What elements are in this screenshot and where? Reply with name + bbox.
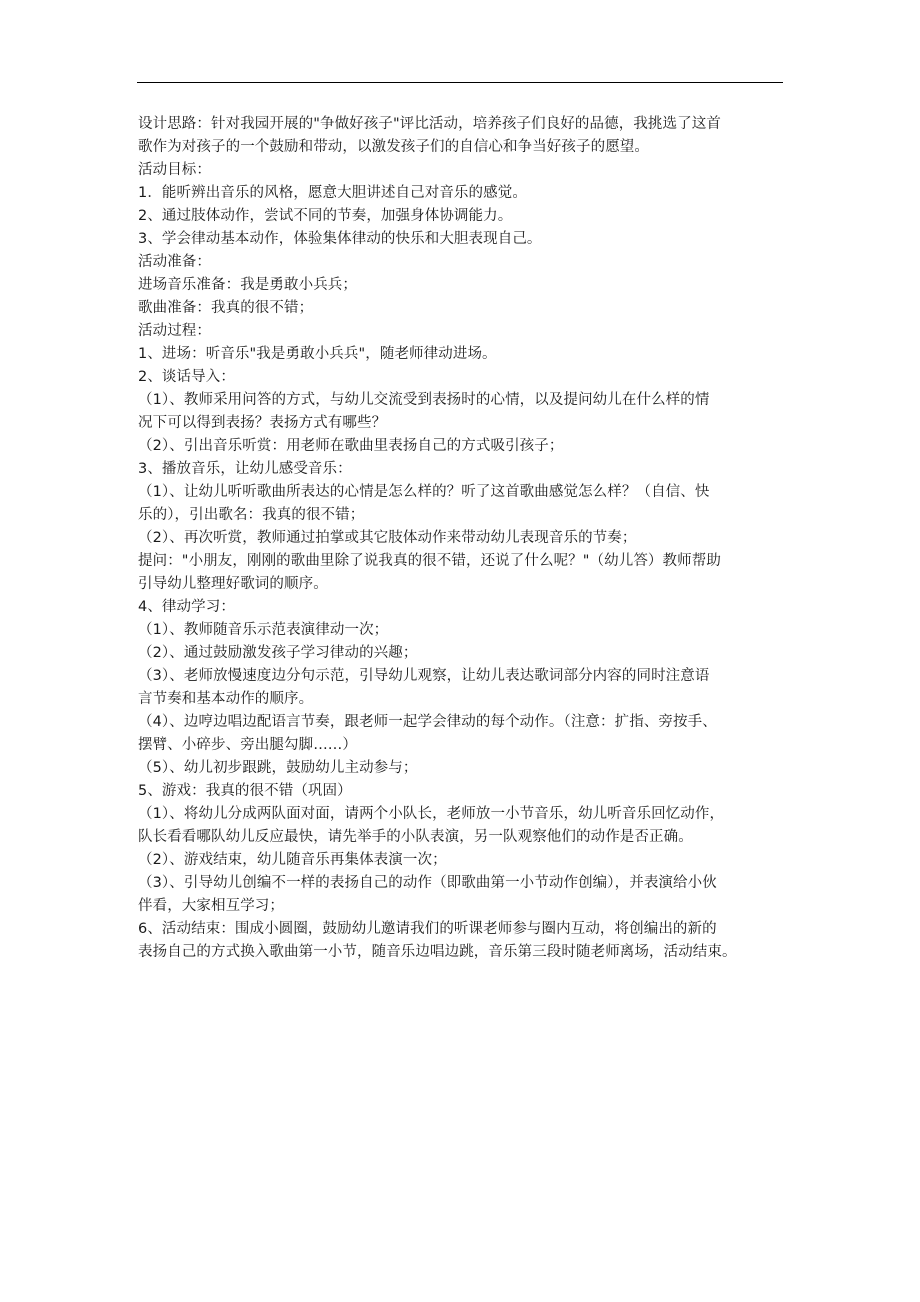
- text-line: 3、学会律动基本动作，体验集体律动的快乐和大胆表现自己。: [138, 231, 542, 247]
- text-line: （2）、游戏结束，幼儿随音乐再集体表演一次；: [138, 852, 447, 868]
- text-line: （2）、引出音乐听赏：用老师在歌曲里表扬自己的方式吸引孩子；: [138, 438, 564, 454]
- text-line: （3）、老师放慢速度边分句示范，引导幼儿观察，让幼儿表达歌词部分内容的同时注意语: [138, 668, 710, 684]
- section-heading: 活动准备：: [138, 254, 211, 270]
- text-line: 5、游戏：我真的很不错（巩固）: [138, 783, 352, 799]
- text-line: 言节奏和基本动作的顺序。: [138, 691, 314, 707]
- section-heading: 活动过程：: [138, 323, 211, 339]
- section-heading: 活动目标：: [138, 162, 211, 178]
- text-line: （3）、引导幼儿创编不一样的表扬自己的动作（即歌曲第一小节动作创编），并表演给小伙: [138, 875, 717, 891]
- text-line: 况下可以得到表扬？表扬方式有哪些？: [138, 415, 387, 431]
- text-line: 3、播放音乐，让幼儿感受音乐：: [138, 461, 352, 477]
- text-line: 引导幼儿整理好歌词的顺序。: [138, 576, 328, 592]
- text-line: 歌曲准备：我真的很不错；: [138, 300, 314, 316]
- document-body: [138, 113, 786, 964]
- text-line: （5）、幼儿初步跟跳，鼓励幼儿主动参与；: [138, 760, 418, 776]
- header-rule: [137, 82, 783, 83]
- text-line: 1．能听辨出音乐的风格，愿意大胆讲述自己对音乐的感觉。: [138, 185, 527, 201]
- text-line: 队长看看哪队幼儿反应最快，请先举手的小队表演，另一队观察他们的动作是否正确。: [138, 829, 693, 845]
- text-line: （1）、教师采用问答的方式，与幼儿交流受到表扬时的心情，以及提问幼儿在什么样的情: [138, 392, 710, 408]
- text-line: 乐的），引出歌名：我真的很不错；: [138, 507, 365, 523]
- text-line: （1）、让幼儿听听歌曲所表达的心情是怎么样的？听了这首歌曲感觉怎么样？（自信、快: [138, 484, 710, 500]
- text-line: 2、谈话导入：: [138, 369, 235, 385]
- text-line: 歌作为对孩子的一个鼓励和带动，以激发孩子们的自信心和争当好孩子的愿望。: [138, 139, 649, 155]
- text-line: 进场音乐准备：我是勇敢小兵兵；: [138, 277, 357, 293]
- text-line: 摆臂、小碎步、旁出腿勾脚……）: [138, 737, 357, 753]
- text-line: （1）、教师随音乐示范表演律动一次；: [138, 622, 389, 638]
- text-line: （4）、边哼边唱边配语言节奏，跟老师一起学会律动的每个动作。（注意：扩指、旁按手、: [138, 714, 717, 730]
- text-line: 提问："小朋友，刚刚的歌曲里除了说我真的很不错，还说了什么呢？"（幼儿答）教师帮助: [138, 553, 721, 569]
- text-line: 2、通过肢体动作，尝试不同的节奏，加强身体协调能力。: [138, 208, 513, 224]
- text-line: 4、律动学习：: [138, 599, 235, 615]
- text-line: 1、进场：听音乐"我是勇敢小兵兵"，随老师律动进场。: [138, 346, 497, 362]
- text-line: （2）、再次听赏，教师通过拍掌或其它肢体动作来带动幼儿表现音乐的节奏；: [138, 530, 637, 546]
- text-line: 6、活动结束：围成小圆圈，鼓励幼儿邀请我们的听课老师参与圈内互动，将创编出的新的: [138, 921, 717, 937]
- text-line: 设计思路：针对我园开展的"争做好孩子"评比活动，培养孩子们良好的品德，我挑选了这首: [138, 116, 721, 132]
- text-line: 伴看，大家相互学习；: [138, 898, 284, 914]
- text-line: 表扬自己的方式换入歌曲第一小节，随音乐边唱边跳，音乐第三段时随老师离场，活动结束。: [138, 944, 737, 960]
- text-line: （2）、通过鼓励激发孩子学习律动的兴趣；: [138, 645, 418, 661]
- text-line: （1）、将幼儿分成两队面对面，请两个小队长，老师放一小节音乐，幼儿听音乐回忆动作，: [138, 806, 725, 822]
